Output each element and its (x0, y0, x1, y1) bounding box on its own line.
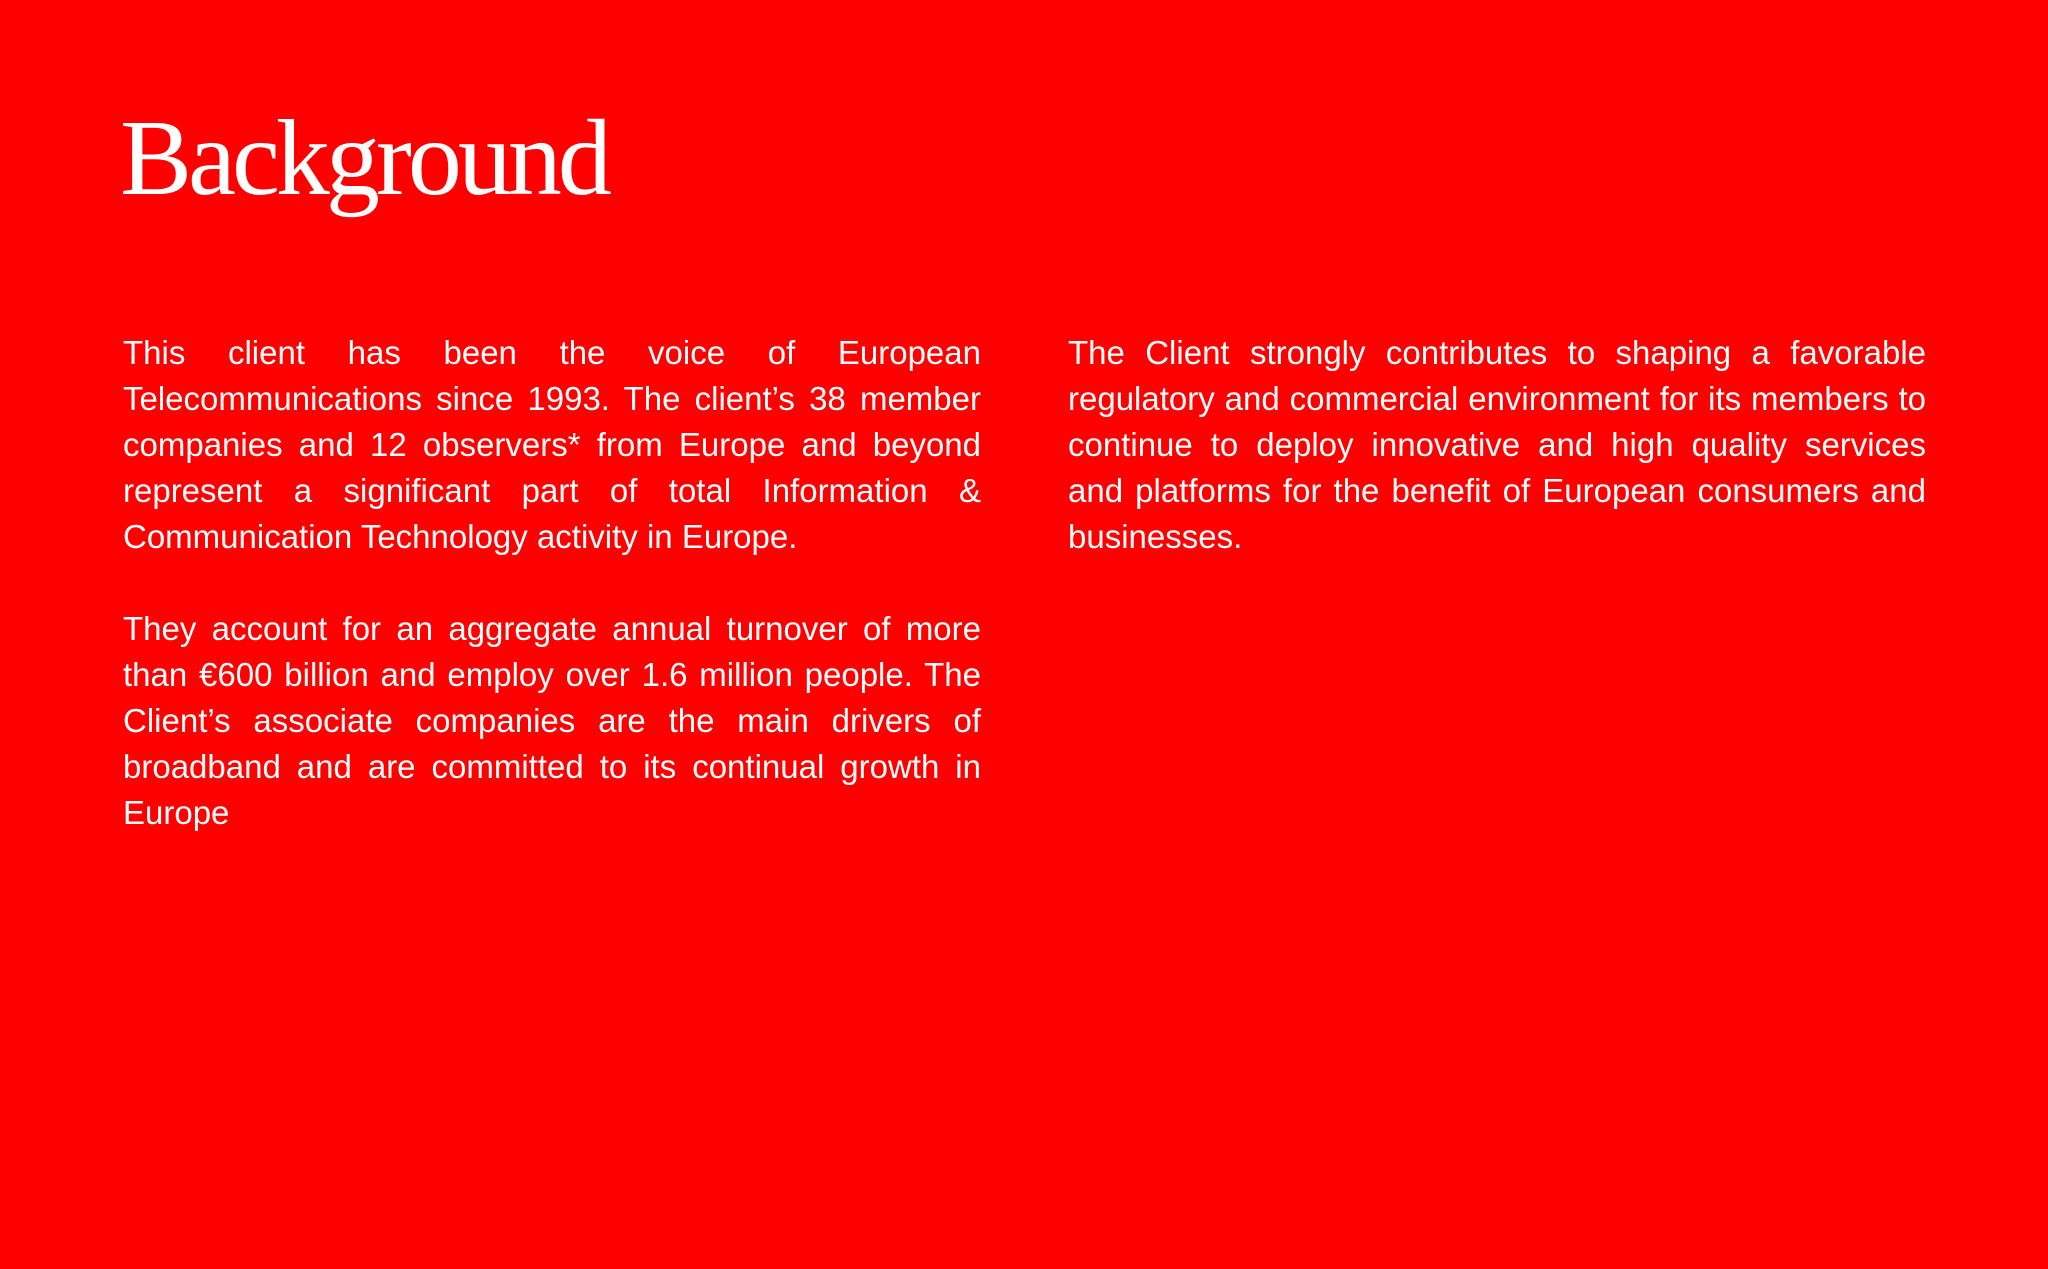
left-paragraph-2: They account for an aggregate annual turnover of more than €600 billion and employ over 1.6 million people. The Client’s associate companies are the main drivers of broadband and are committed to its continual growth in Europe (123, 610, 981, 831)
right-paragraph-1: The Client strongly contributes to shaping a favorable regulatory and commercial environment for its members to continue to deploy innovative and high quality services and platforms for the benefit of European consumers and businesses. (1068, 334, 1926, 555)
slide-title: Background (120, 99, 608, 218)
left-column (123, 330, 981, 882)
right-column (1068, 330, 1926, 606)
left-paragraph-1: This client has been the voice of European Telecommunications since 1993. The client’s 38 member companies and 12 observers* from Europe and beyond represent a significant part of total Information & Communication Technology activity in Europe. (123, 334, 981, 555)
